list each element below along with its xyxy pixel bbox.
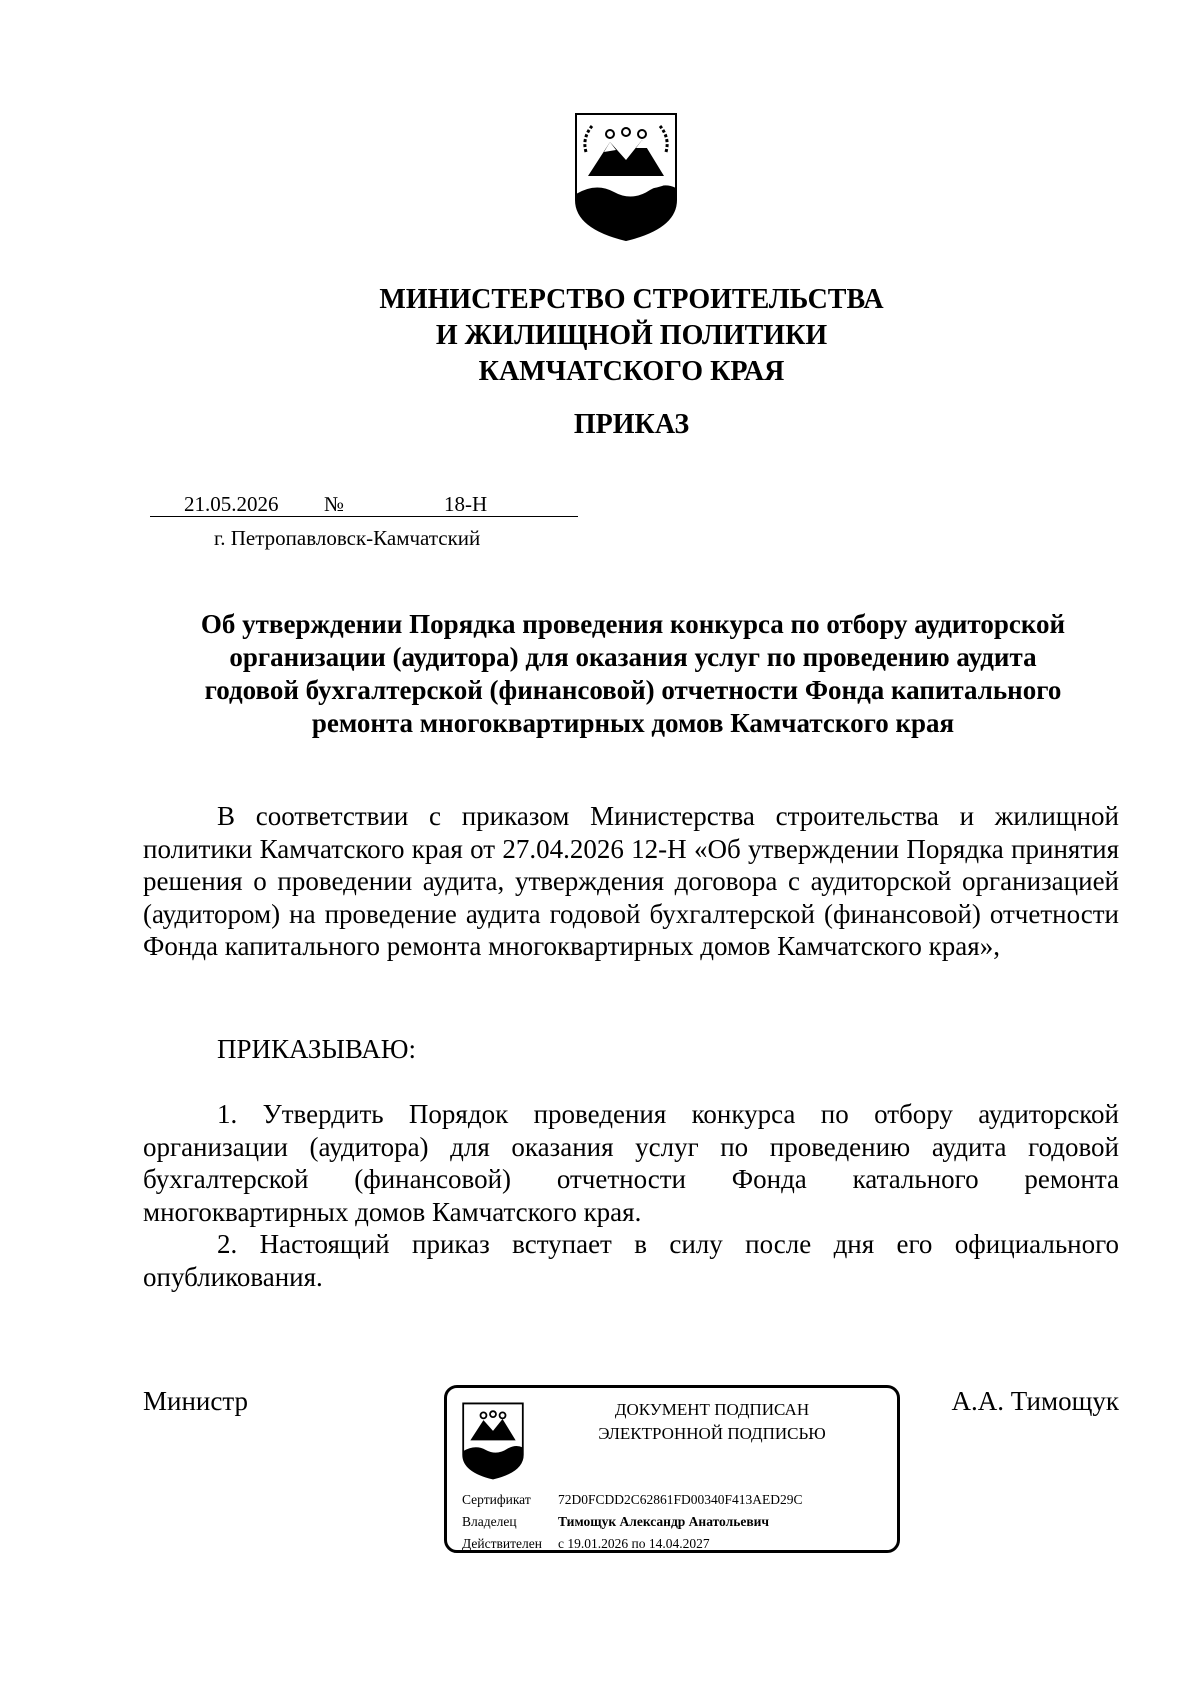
title-line-3: годовой бухгалтерской (финансовой) отчетности Фонда капитального	[204, 675, 1062, 705]
document-title	[130, 608, 1136, 740]
order-item-1: 1. Утвердить Порядок проведения конкурса по отбору аудиторской организации (аудитора) для оказания услуг по проведению аудита годовой бухгалтерской (финансовой) отчетности Фонда катального ремонта многоквартирных домов Камчатского края.	[143, 1099, 1119, 1227]
preamble-paragraph: В соответствии с приказом Министерства строительства и жилищной политики Камчатского края от 27.04.2026 12-Н «Об утверждении Порядка принятия решения о проведении аудита, утверждения договора с аудиторской организацией (аудитором) на проведение аудита годовой бухгалтерской (финансовой) отчетности Фонда капитального ремонта многоквартирных домов Камчатского края»,	[143, 801, 1119, 961]
registration-line	[150, 492, 578, 520]
title-line-2: организации (аудитора) для оказания услуг по проведению аудита	[229, 642, 1037, 672]
stamp-certificate-row	[462, 1492, 803, 1508]
stamp-heading-line-1: ДОКУМЕНТ ПОДПИСАН	[614, 1400, 810, 1419]
document-number: 18-Н	[444, 492, 488, 516]
stamp-heading	[542, 1398, 882, 1446]
document-type: ПРИКАЗ	[573, 409, 690, 440]
document-date: 21.05.2026	[184, 492, 279, 516]
orders-word: ПРИКАЗЫВАЮ:	[217, 1034, 416, 1064]
ministry-name	[0, 282, 1200, 390]
title-line-4: ремонта многоквартирных домов Камчатского края	[311, 708, 955, 738]
stamp-owner-row	[462, 1514, 769, 1530]
stamp-validity-row	[462, 1536, 710, 1552]
document-city: г. Петропавловск-Камчатский	[214, 526, 481, 550]
validity-label: Действителен	[462, 1536, 542, 1551]
coat-of-arms-emblem	[574, 112, 678, 242]
number-sign: №	[324, 492, 345, 516]
ministry-name-line-3: КАМЧАТСКОГО КРАЯ	[478, 356, 785, 387]
stamp-emblem-icon	[462, 1400, 524, 1482]
ministry-name-line-2: И ЖИЛИЩНОЙ ПОЛИТИКИ	[435, 320, 828, 351]
owner-label: Владелец	[462, 1514, 517, 1529]
certificate-value: 72D0FCDD2C62861FD00340F413AED29C	[558, 1492, 803, 1507]
owner-value: Тимощук Александр Анатольевич	[558, 1514, 770, 1529]
certificate-label: Сертификат	[462, 1492, 531, 1507]
ministry-name-line-1: МИНИСТЕРСТВО СТРОИТЕЛЬСТВА	[379, 284, 884, 315]
title-line-1: Об утверждении Порядка проведения конкурса по отбору аудиторской	[200, 609, 1066, 639]
electronic-signature-stamp	[444, 1385, 900, 1553]
signatory-name: А.А. Тимощук	[951, 1386, 1119, 1416]
stamp-heading-line-2: ЭЛЕКТРОННОЙ ПОДПИСЬЮ	[598, 1424, 826, 1443]
validity-value: с 19.01.2026 по 14.04.2027	[558, 1536, 710, 1551]
order-item-2: 2. Настоящий приказ вступает в силу после дня его официального опубликования.	[143, 1229, 1119, 1292]
signatory-position: Министр	[143, 1386, 248, 1416]
